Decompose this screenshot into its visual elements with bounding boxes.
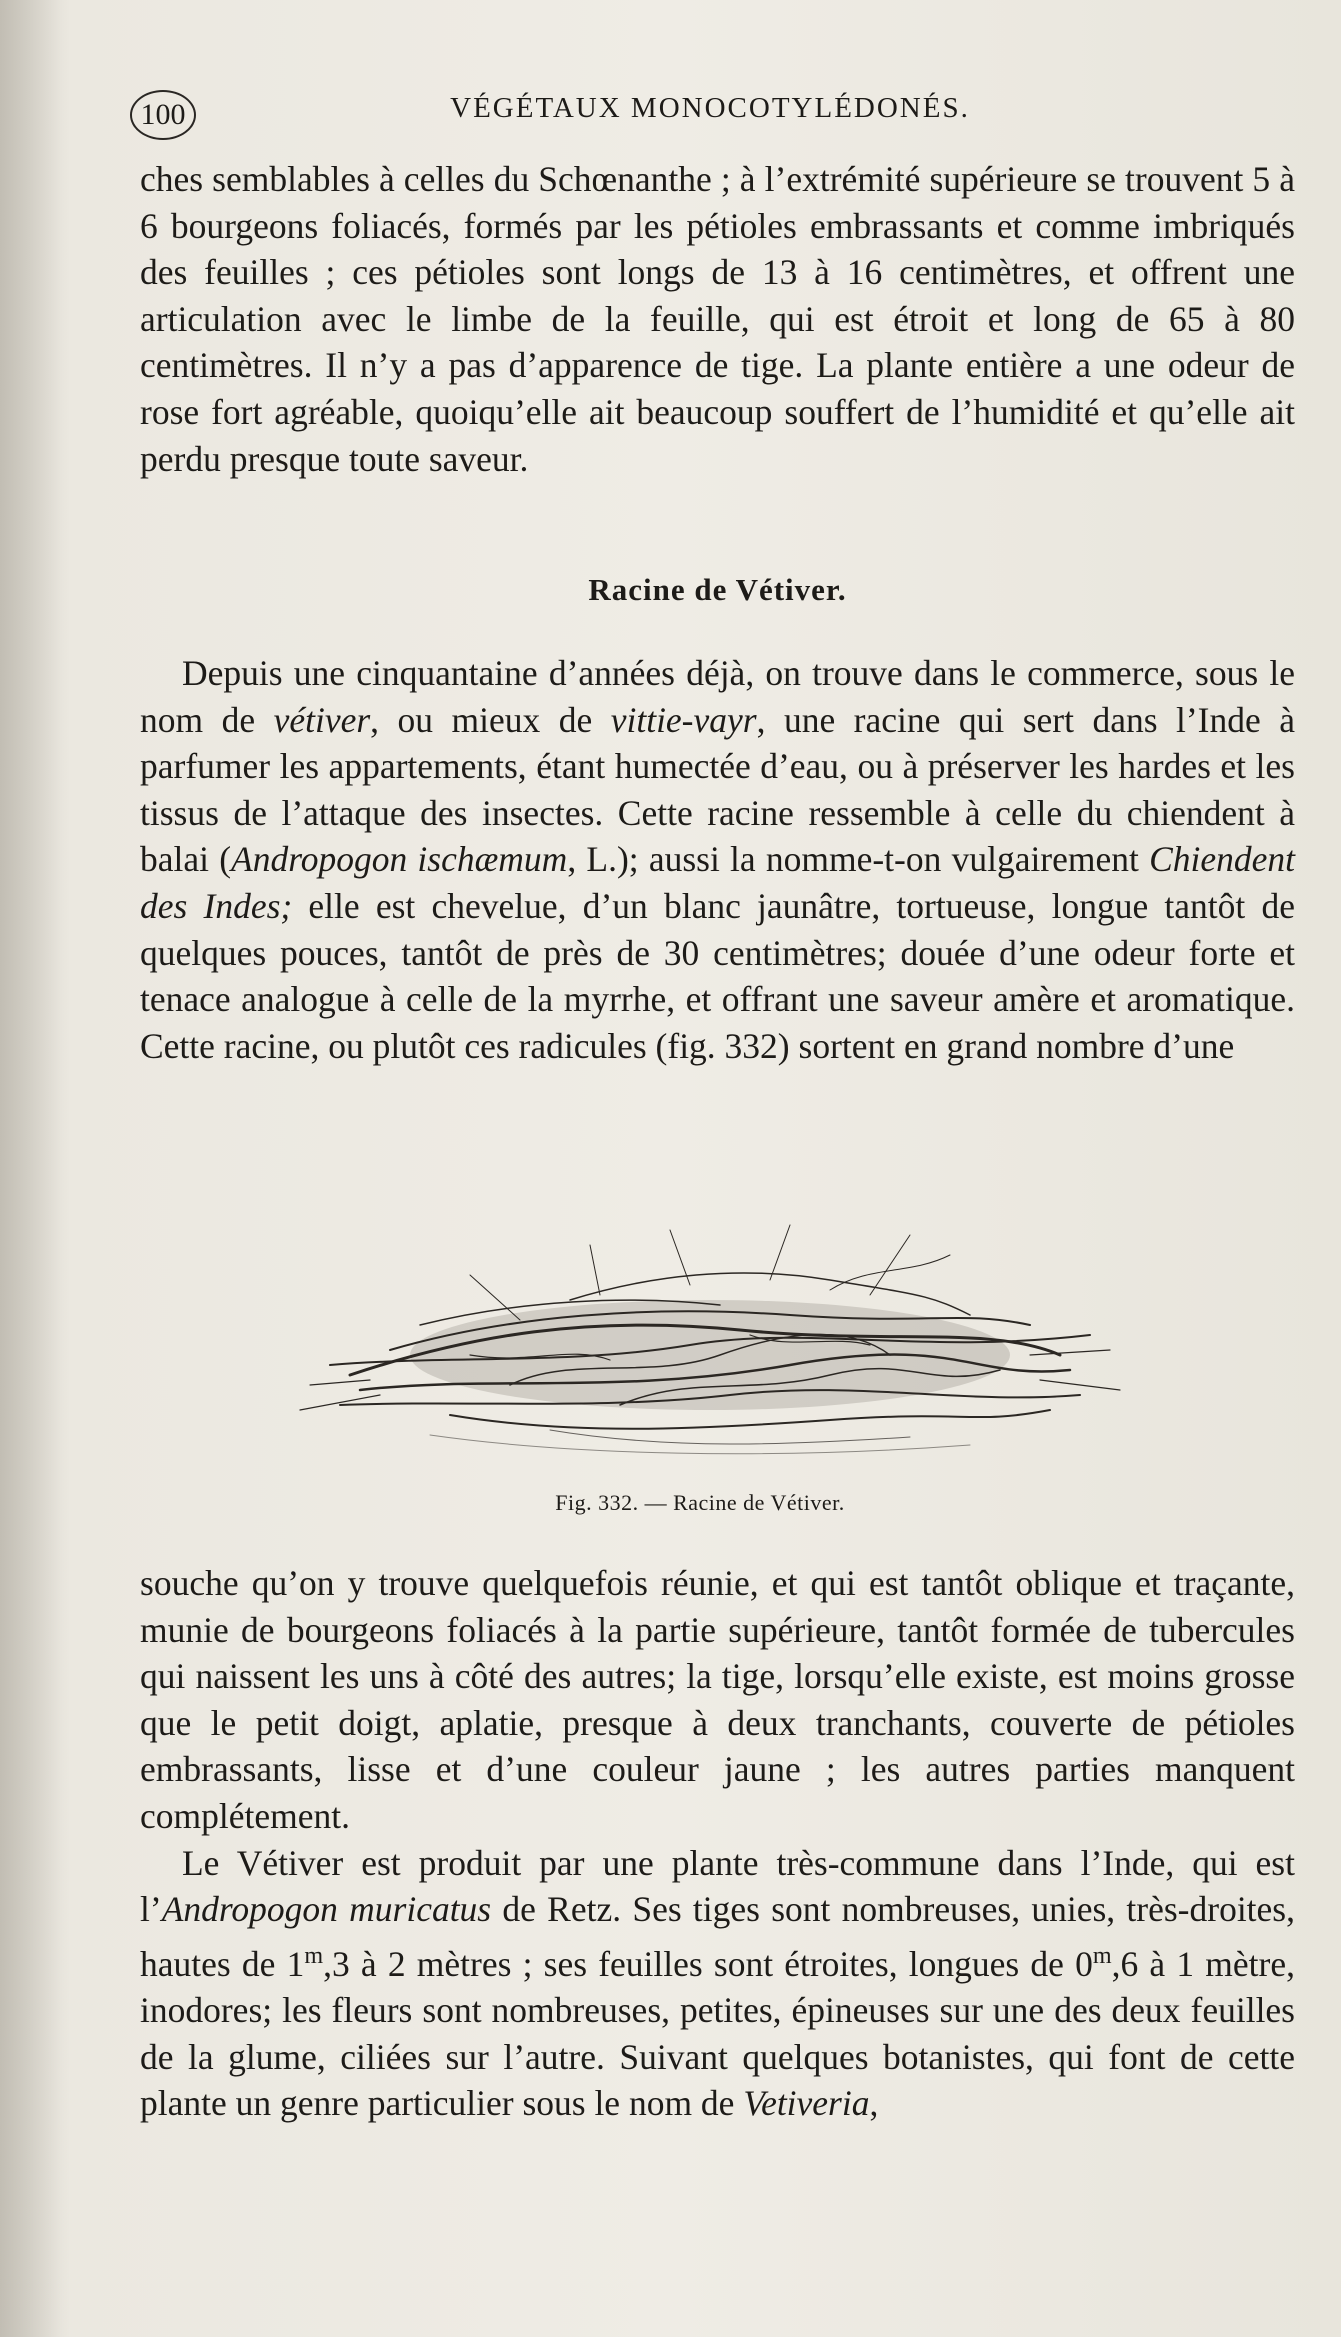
italic-species-name: Andropogon muricatus [161,1889,492,1930]
italic-term: Andropogon ischæmum [231,839,568,880]
section-heading: Racine de Vétiver. [588,572,847,607]
text-run: , [869,2083,879,2124]
text-run: Le Vétiver est produit par une plante très-commune dans l’Inde, qui est l’ [140,1842,1295,1930]
page-gutter-shadow [0,0,70,2337]
italic-term: vétiver [273,699,371,740]
text-run: de Retz. Ses tiges sont nombreuses, unies, très-droites, hautes de 1 [140,1889,1295,1984]
paragraph-souche: souche qu’on y trouve quelquefois réunie, et qui est tantôt oblique et traçante, munie de bourgeons foliacés à la partie supérieure, tantôt formée de tubercules qui naissent les uns à côté des autres; la tige, lorsqu’elle existe, est moins grosse que le petit doigt, aplatie, presque à deux tranchants, couverte de pétioles embrassants, lisse et d’une couleur jaune ; les autres parties manquent complétement. [140,1563,1295,1836]
running-title: VÉGÉTAUX MONOCOTYLÉDONÉS. [450,92,970,124]
italic-term: Chiendent des Indes; [140,839,1295,926]
page-number: 100 [130,90,196,140]
text-run: , ou mieux de [370,699,611,740]
paragraph-plant-description [140,1840,1295,2127]
text-run: ,3 à 2 mètres ; ses feuilles sont étroites, longues de 0 [323,1943,1093,1984]
unit-superscript: m [1092,1941,1112,1969]
page-header [130,86,1290,142]
paragraph-continuation: ches semblables à celles du Schœnanthe ; à l’extrémité supérieure se trouvent 5 à 6 bourgeons foliacés, formés par les pétioles embrassants et comme imbriqués des feuilles ; ces pétioles sont longs de 13 à 16 centimètres, et offrent une articulation avec le limbe de la feuille, qui est étroit et long de 65 à 80 centimètres. Il n’y a pas d’apparence de tige. La plante entière a une odeur de rose fort agréable, quoiqu’elle ait beaucoup souffert de l’humidité et qu’elle ait perdu presque toute saveur. [140,159,1295,479]
text-run: elle est chevelue, d’un blanc jaunâtre, tortueuse, longue tantôt de quelques pouces, tantôt de près de 30 centimètres; douée d’une odeur forte et tenace analogue à celle de la myrrhe, et offrant une saveur amère et aromatique. Cette racine, ou plutôt ces radicules (fig. 332) sortent en grand nombre d’une [140,885,1295,1066]
vetiver-root-illustration [270,1205,1130,1475]
vetiver-paragraph [140,650,1295,1069]
italic-genus-name: Vetiveria [743,2083,870,2124]
unit-superscript: m [304,1941,324,1969]
continuation-paragraphs [140,1560,1295,2127]
text-run: , L.); aussi la nomme-t-on vulgairement [567,839,1150,880]
root-engraving-figure [270,1205,1130,1475]
text-run: ,6 à 1 mètre, inodores; les fleurs sont nombreuses, petites, épineuses sur une des deux feuilles de la glume, ciliées sur l’autre. Suivant quelques botanistes, qui font de cette plante un genre particulier sous le nom de [140,1943,1295,2124]
text-run: Depuis une cinquantaine d’années déjà, on trouve dans le commerce, sous le nom de [140,653,1295,740]
figure-caption: Fig. 332. — Racine de Vétiver. [555,1490,845,1515]
italic-term: vittie-vayr [610,699,757,740]
text-run: , une racine qui sert dans l’Inde à parfumer les appartements, étant humectée d’eau, ou à préserver les hardes et les tissus de l’attaque des insectes. Cette racine ressemble à celle du chiendent à balai ( [140,699,1295,880]
paragraph-vetiver-description [140,650,1295,1069]
intro-paragraph [140,156,1295,482]
